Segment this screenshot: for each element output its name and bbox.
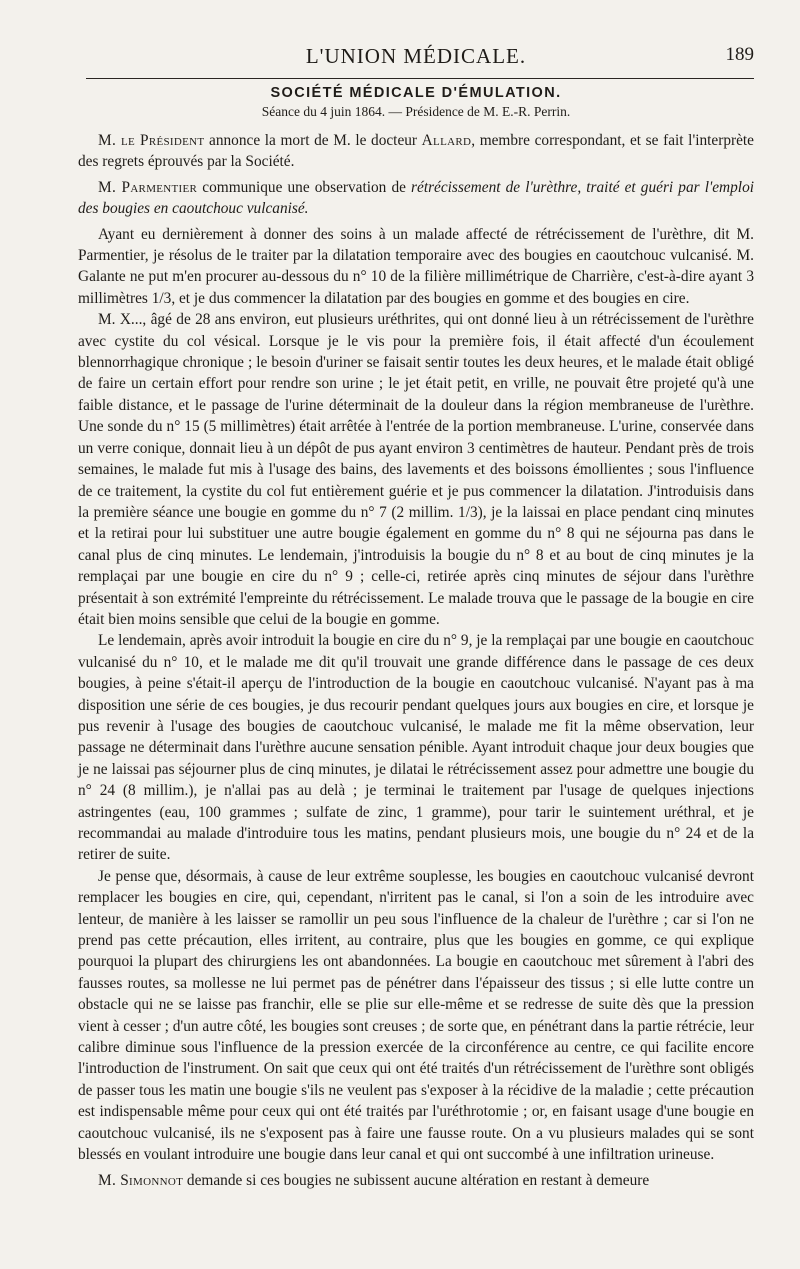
- paragraph-body: Ayant eu dernièrement à donner des soins à un malade affecté de rétrécissement de l'urèthre, dit M. Parmentier, je résolus de le traiter par la dilatation temporaire avec des bougies en caoutchouc vulcanisé. M. Galante ne put m'en procurer au-dessous du n° 10 de la filière millimétrique de Charrière, c'est-à-dire ayant 3 millimètres 1/3, et je dus commencer la dilatation par des bougies en gomme et des bougies en cire.: [78, 225, 754, 307]
- page-number: 189: [725, 44, 754, 65]
- speaker-name: M. le Président: [98, 132, 205, 149]
- paragraph-simonnot: M. Simonnot demande si ces bougies ne subissent aucune altération en restant à demeure: [98, 1171, 650, 1189]
- running-header: [78, 40, 754, 74]
- journal-title: L'UNION MÉDICALE.: [305, 44, 527, 68]
- paragraph-president: M. le Président annonce la mort de M. le docteur Allard, membre correspondant, et se fait l'interprète des regrets éprouvés par la Société.: [78, 132, 754, 171]
- session-line: Séance du 4 juin 1864. — Présidence de M. E.-R. Perrin.: [261, 104, 571, 119]
- speaker-name: M. Simonnot: [98, 1171, 184, 1189]
- paragraph-body: M. X..., âgé de 28 ans environ, eut plusieurs uréthrites, qui ont donné lieu à un rétrécissement de l'urèthre avec cystite du col vésical. Lorsque je le vis pour la première fois, il était affecté d'un écoulement blennorrhagique chronique ; le besoin d'uriner se faisait sentir toutes les deux heures, et le malade était obligé de faire un certain effort pour rendre son urine ; le jet était petit, en vrille, ne pouvait être projeté qu'à une faible distance, et le passage de l'urine déterminait de la douleur dans la région membraneuse de l'urèthre. Une sonde du n° 15 (5 millimètres) était arrêtée à l'entrée de la portion membraneuse. L'urine, conservée dans un verre conique, donnait lieu à un dépôt de pus ayant environ 3 centimètres de hauteur. Pendant près de trois semaines, le malade fut mis à l'usage des bains, des lavements et des boissons émollientes ; sous l'influence de ce traitement, la cystite du col fut entièrement guérie et je pus commencer la dilatation. J'introduisis dans la première séance une bougie en gomme du n° 7 (2 millim. 1/3), je la laissai en place pendant cinq minutes et la retirai pour lui substituer une autre bougie également en gomme du n° 8 qui ne séjourna pas dans le canal plus de cinq minutes. Le lendemain, j'introduisis la bougie du n° 8 et au bout de cinq minutes je la remplaçai par une bougie en cire du n° 9 ; celle-ci, retirée après cinq minutes de séjour dans l'urèthre présentait à son extrémité l'empreinte du rétrécissement. Le malade trouva que le passage de la bougie en cire était bien moins sensible que celui de la bougie en gomme.: [78, 311, 754, 628]
- observation-title: rétrécissement de l'urèthre, traité et guéri par l'emploi des bougies en caoutchouc vulcanisé.: [78, 178, 754, 218]
- paragraph-body: Je pense que, désormais, à cause de leur extrême souplesse, les bougies en caoutchouc vulcanisé devront remplacer les bougies en cire, qui, cependant, n'irritent pas le canal, si l'on a soin de les introduire avec lenteur, de manière à les laisser se ramollir un peu sous l'influence de la chaleur de l'urèthre ; car si l'on ne prend pas cette précaution, elles irritent, au contraire, plus que les bougies en gomme, ce qui explique pourquoi la plupart des chirurgiens les ont abandonnées. La bougie en caoutchouc met sûrement à l'abri des fausses routes, sa mollesse ne lui permet pas de pénétrer dans l'épaisseur des tissus ; si elle lutte contre un obstacle qui ne se laisse pas franchir, elle se plie sur elle-même et se redresse de suite dès que la pression vient à cesser ; d'un autre côté, les bougies sont creuses ; de sorte que, en pénétrant dans la partie rétrécie, leur calibre diminue sous l'influence de la pression exercée de la circonférence au centre, ce qui facilite encore l'introduction de l'instrument. On sait que ceux qui ont été traités d'un rétrécissement de l'urèthre sont obligés de passer tous les matin une bougie s'ils ne veulent pas s'exposer à la récidive de la maladie ; cette précaution est indispensable même pour ceux qui ont été traités par l'uréthrotomie ; or, en faisant usage d'une bougie en caoutchouc vulcanisé, ils ne s'exposent pas à faire une fausse route. On a vu plusieurs malades qui se sont blessés en voulant introduire une bougie dans leur canal et qui ont succombé à une infiltration urineuse.: [78, 867, 754, 1164]
- section-title: SOCIÉTÉ MÉDICALE D'ÉMULATION.: [270, 85, 562, 101]
- header-rule: [86, 78, 754, 79]
- paragraph-body: Le lendemain, après avoir introduit la bougie en cire du n° 9, je la remplaçai par une bougie en caoutchouc vulcanisé du n° 10, et le malade me dit qu'il trouvait une grande différence dans le passage de ces deux bougies, à peine s'était-il aperçu de l'introduction de la bougie en caoutchouc vulcanisé. N'ayant pas à ma disposition une série de ces bougies, je dus recourir pendant quelques jours aux bougies en cire, et lorsque je pus revenir à l'usage des bougies de caoutchouc vulcanisé, le malade me fit la même observation, leur passage ne déterminait dans l'urèthre aucune sensation pénible. Ayant introduit chaque jour deux bougies que je ne laissai pas séjourner plus de cinq minutes, je dilatai le rétrécissement assez pour admettre une bougie du n° 24 (8 millim.), je n'allai pas au delà ; je terminai le traitement par l'usage de quelques injections astringentes (eau, 100 grammes ; sulfate de zinc, 1 gramme), pour tarir le suintement uréthral, et je recommandai au malade d'introduire tous les matins, pendant plusieurs mois, une bougie du n° 24 et de la retirer de suite.: [78, 632, 754, 864]
- paragraph-parmentier-intro: M. Parmentier communique une observation de rétrécissement de l'urèthre, traité et guéri par l'emploi des bougies en caoutchouc vulcanisé.: [78, 178, 754, 218]
- person-name: Allard: [421, 132, 472, 149]
- speaker-name: M. Parmentier: [98, 178, 198, 196]
